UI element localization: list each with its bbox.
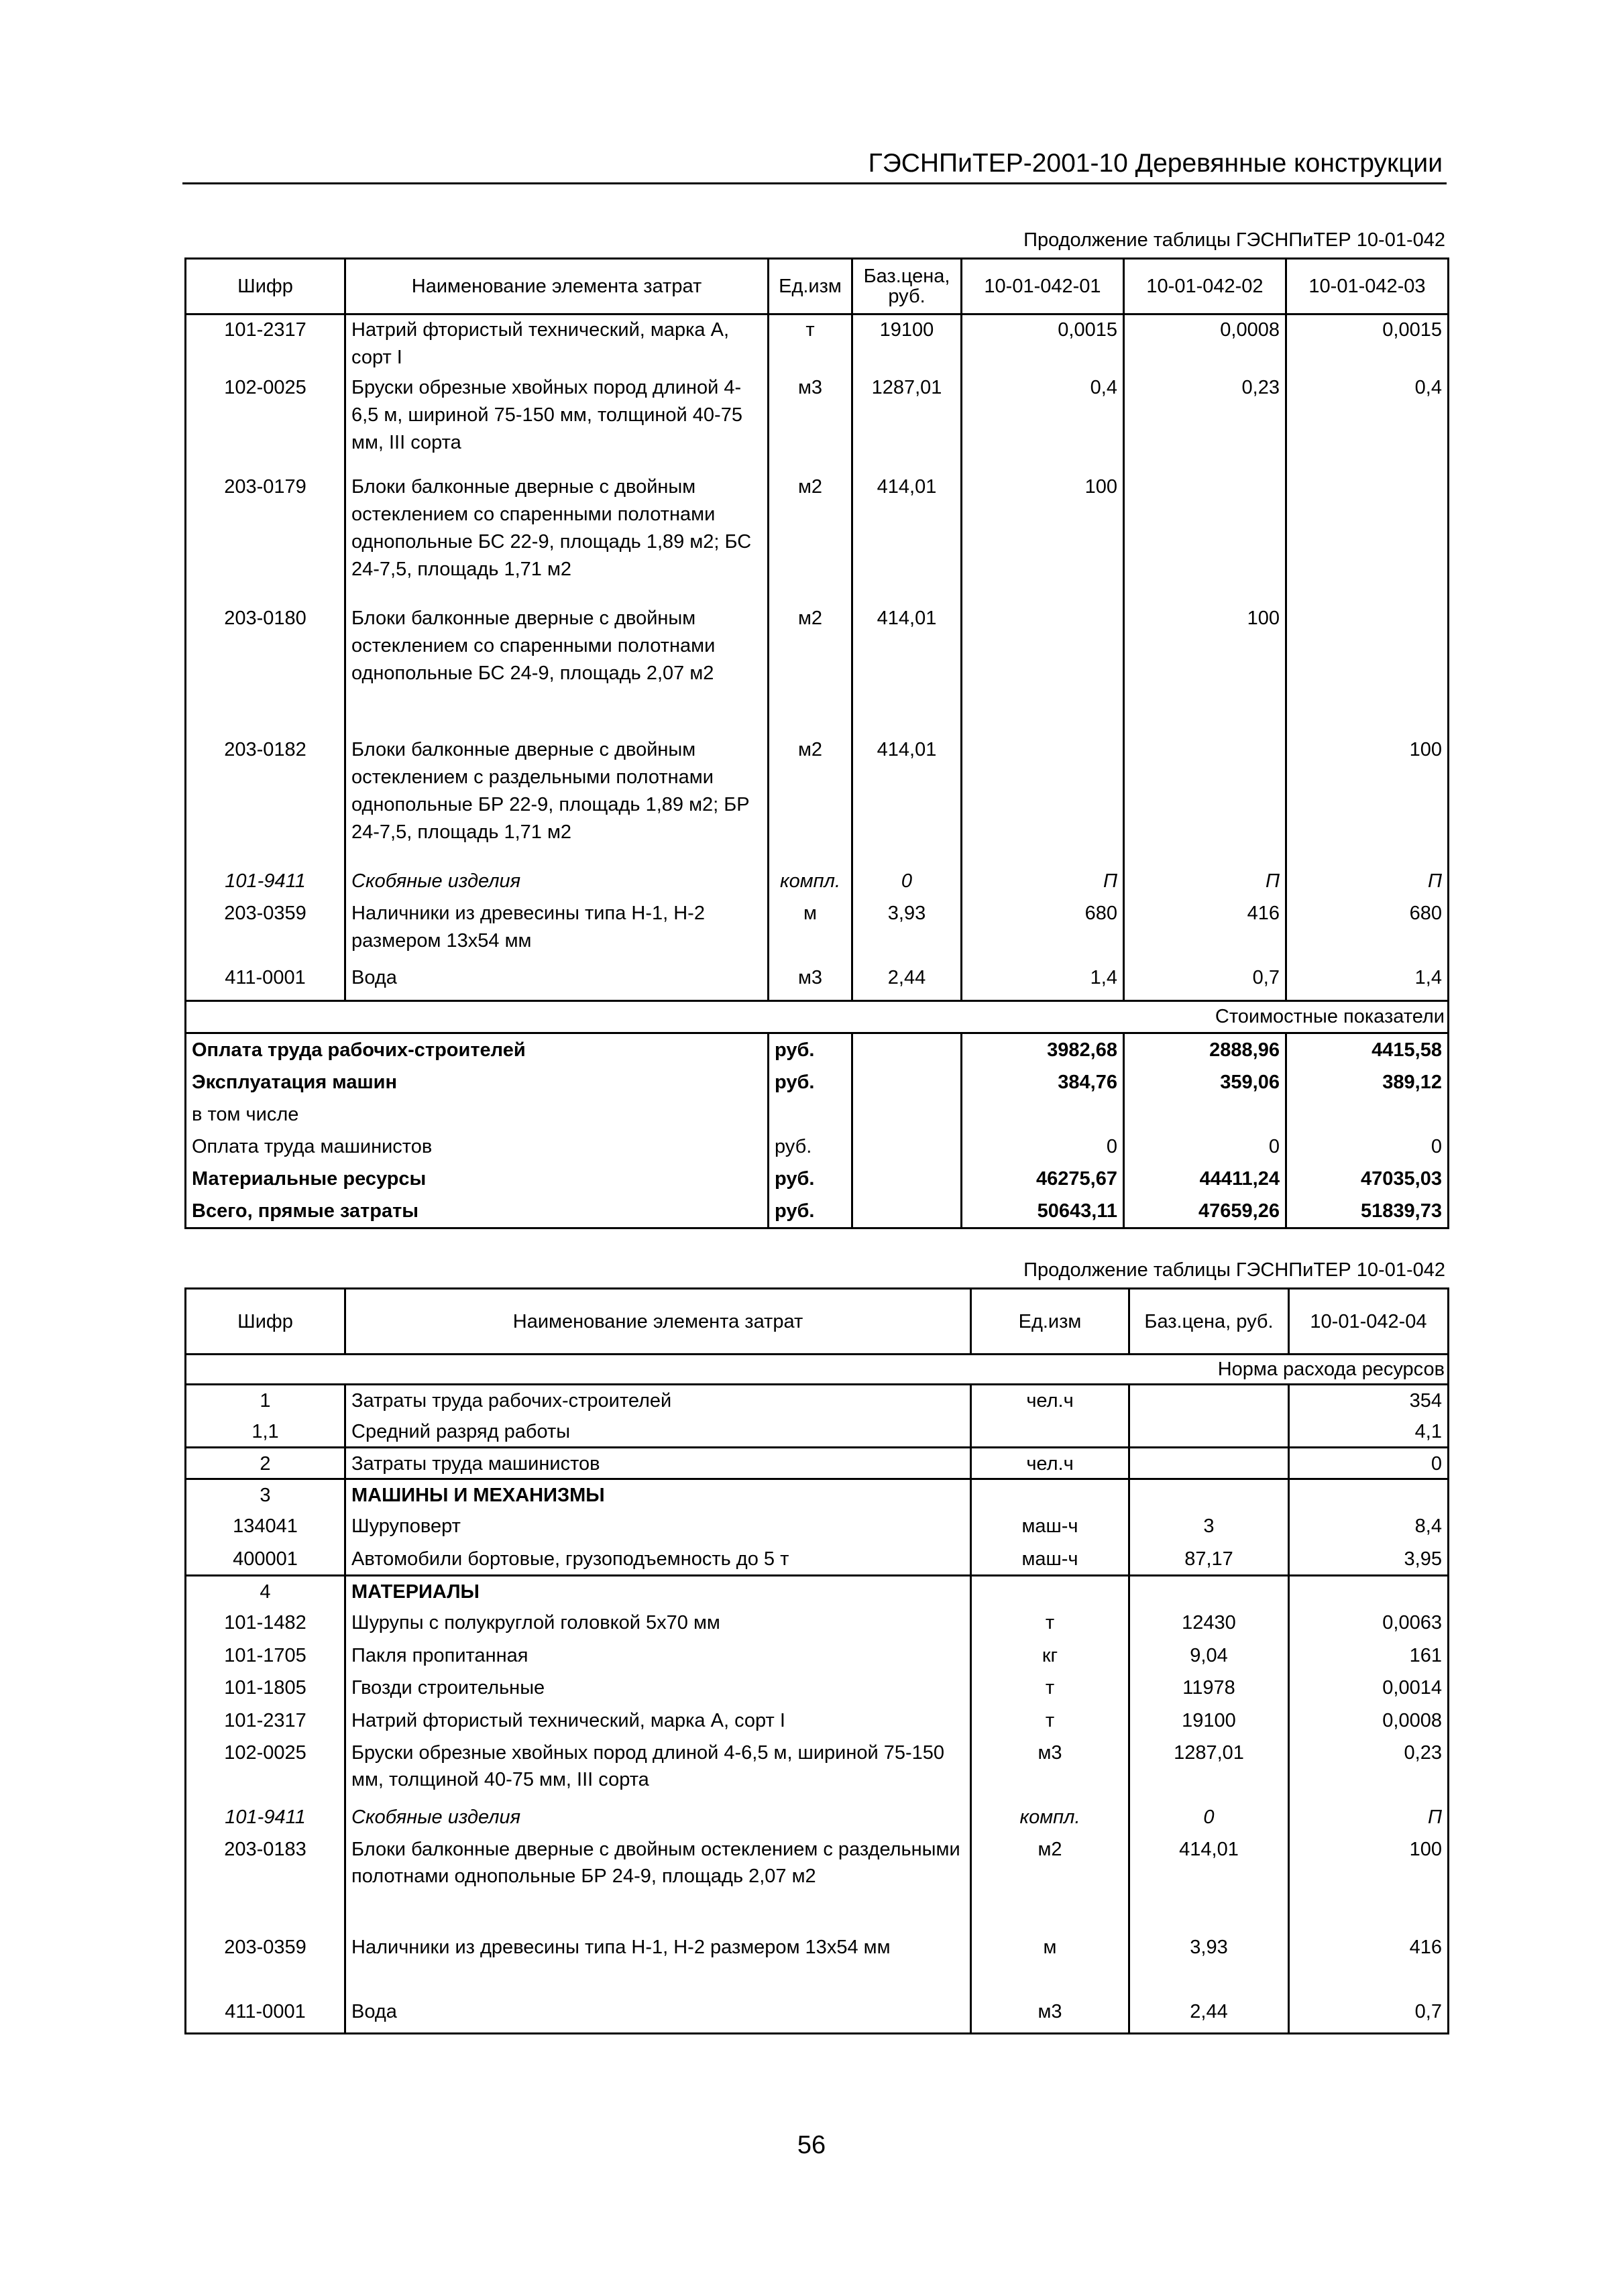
row-value-042-02: П xyxy=(1124,866,1286,899)
row-price: 414,01 xyxy=(852,604,962,735)
row-value-042-04: 0,7 xyxy=(1289,1996,1449,2034)
table-row xyxy=(186,963,1449,1000)
cost-value-042-03: 389,12 xyxy=(1286,1066,1449,1098)
table2-caption: Продолжение таблицы ГЭСНПиТЕР 10-01-042 xyxy=(1023,1259,1445,1281)
row-name: Наличники из древесины типа Н-1, Н-2 размером 13х54 мм xyxy=(345,1932,971,1996)
table-row xyxy=(186,1448,1449,1479)
row-price: 2,44 xyxy=(1129,1996,1289,2034)
cost-row-name: Эксплуатация машин xyxy=(186,1066,769,1098)
cost-row-unit: руб. xyxy=(769,1033,852,1066)
table-row xyxy=(186,1385,1449,1416)
row-code: 1,1 xyxy=(186,1416,345,1448)
row-name: Гвозди строительные xyxy=(345,1672,971,1705)
table-row xyxy=(186,1996,1449,2034)
row-code: 3 xyxy=(186,1479,345,1511)
row-value-042-03: 1,4 xyxy=(1286,963,1449,1000)
cost-row xyxy=(186,1131,1449,1163)
row-price: 3 xyxy=(1129,1511,1289,1544)
cost-row-unit: руб. xyxy=(769,1131,852,1163)
cost-row-price-empty xyxy=(852,1033,962,1066)
cost-value-042-01: 384,76 xyxy=(962,1066,1124,1098)
col-header-unit: Ед.изм xyxy=(769,259,852,314)
row-code: 203-0180 xyxy=(186,604,345,735)
row-price xyxy=(1129,1416,1289,1448)
row-name: Вода xyxy=(345,963,769,1000)
row-value-042-04: 0 xyxy=(1289,1448,1449,1479)
row-code: 134041 xyxy=(186,1511,345,1544)
row-price: 414,01 xyxy=(1129,1834,1289,1932)
row-value-042-04 xyxy=(1289,1479,1449,1511)
row-value-042-04: 8,4 xyxy=(1289,1511,1449,1544)
row-code: 203-0359 xyxy=(186,1932,345,1996)
row-code: 101-2317 xyxy=(186,1705,345,1737)
row-unit: маш-ч xyxy=(971,1544,1129,1576)
row-name: Затраты труда рабочих-строителей xyxy=(345,1385,971,1416)
row-value-042-04: 354 xyxy=(1289,1385,1449,1416)
cost-row xyxy=(186,1066,1449,1098)
row-price xyxy=(1129,1385,1289,1416)
row-code: 101-1705 xyxy=(186,1640,345,1672)
row-value-042-01: 680 xyxy=(962,899,1124,963)
cost-value-042-02: 2888,96 xyxy=(1124,1033,1286,1066)
row-price xyxy=(1129,1479,1289,1511)
cost-value-042-03: 47035,03 xyxy=(1286,1163,1449,1195)
row-unit: м3 xyxy=(971,1996,1129,2034)
row-name: МАТЕРИАЛЫ xyxy=(345,1576,971,1607)
col-header-042-02: 10-01-042-02 xyxy=(1124,259,1286,314)
table-row xyxy=(186,1672,1449,1705)
row-name: Шуруповерт xyxy=(345,1511,971,1544)
row-value-042-03 xyxy=(1286,472,1449,604)
row-price: 0 xyxy=(852,866,962,899)
cost-row xyxy=(186,1098,1449,1131)
row-name: Блоки балконные дверные с двойным остеклением с раздельными полотнами однопольные БР 22-9, площадь 1,89 м2; БР 24-7,5, площадь 1,71 м2 xyxy=(345,735,769,866)
cost-value-042-02: 44411,24 xyxy=(1124,1163,1286,1195)
row-unit: т xyxy=(971,1607,1129,1640)
row-name: Пакля пропитанная xyxy=(345,1640,971,1672)
cost-row-unit xyxy=(769,1098,852,1131)
cost-value-042-01: 46275,67 xyxy=(962,1163,1124,1195)
table-row xyxy=(186,1640,1449,1672)
table-row xyxy=(186,899,1449,963)
row-value-042-02 xyxy=(1124,735,1286,866)
cost-band-row xyxy=(186,1000,1449,1033)
row-name: Скобяные изделия xyxy=(345,866,769,899)
row-name: Шурупы с полукруглой головкой 5х70 мм xyxy=(345,1607,971,1640)
row-unit: компл. xyxy=(971,1802,1129,1834)
cost-value-042-01: 3982,68 xyxy=(962,1033,1124,1066)
table-row xyxy=(186,1511,1449,1544)
row-value-042-02: 100 xyxy=(1124,604,1286,735)
cost-row-name: Всего, прямые затраты xyxy=(186,1195,769,1228)
row-value-042-04 xyxy=(1289,1576,1449,1607)
row-value-042-01: 100 xyxy=(962,472,1124,604)
table-row xyxy=(186,1544,1449,1576)
row-unit: м xyxy=(769,899,852,963)
cost-row-unit: руб. xyxy=(769,1066,852,1098)
running-header-title: ГЭСНПиТЕР-2001-10 Деревянные конструкции xyxy=(868,149,1443,178)
row-unit xyxy=(971,1576,1129,1607)
cost-row-name: в том числе xyxy=(186,1098,769,1131)
table-row xyxy=(186,1802,1449,1834)
table-row xyxy=(186,866,1449,899)
row-code: 101-2317 xyxy=(186,314,345,374)
row-unit: чел.ч xyxy=(971,1385,1129,1416)
table2-header-row xyxy=(186,1289,1449,1355)
row-price: 3,93 xyxy=(852,899,962,963)
col-header-042-03: 10-01-042-03 xyxy=(1286,259,1449,314)
row-value-042-04: 161 xyxy=(1289,1640,1449,1672)
row-price xyxy=(1129,1576,1289,1607)
table-row xyxy=(186,1607,1449,1640)
col-header-price: Баз.цена, руб. xyxy=(852,259,962,314)
cost-value-042-02: 0 xyxy=(1124,1131,1286,1163)
row-value-042-02: 0,7 xyxy=(1124,963,1286,1000)
table-row xyxy=(186,1479,1449,1511)
row-code: 411-0001 xyxy=(186,1996,345,2034)
row-unit: чел.ч xyxy=(971,1448,1129,1479)
row-name: Автомобили бортовые, грузоподъемность до 5 т xyxy=(345,1544,971,1576)
row-value-042-04: 0,0014 xyxy=(1289,1672,1449,1705)
row-price: 87,17 xyxy=(1129,1544,1289,1576)
row-price: 414,01 xyxy=(852,735,962,866)
row-name: Натрий фтористый технический, марка А, сорт I xyxy=(345,314,769,374)
row-name: Вода xyxy=(345,1996,971,2034)
row-unit: кг xyxy=(971,1640,1129,1672)
col-header-name: Наименование элемента затрат xyxy=(345,1289,971,1355)
row-name: Затраты труда машинистов xyxy=(345,1448,971,1479)
row-unit: маш-ч xyxy=(971,1511,1129,1544)
row-unit xyxy=(971,1479,1129,1511)
row-price xyxy=(1129,1448,1289,1479)
col-header-code: Шифр xyxy=(186,259,345,314)
row-value-042-04: 4,1 xyxy=(1289,1416,1449,1448)
col-header-price: Баз.цена, руб. xyxy=(1129,1289,1289,1355)
row-price: 0 xyxy=(1129,1802,1289,1834)
row-price: 2,44 xyxy=(852,963,962,1000)
row-value-042-02: 0,0008 xyxy=(1124,314,1286,374)
row-code: 203-0183 xyxy=(186,1834,345,1932)
row-unit: м2 xyxy=(769,735,852,866)
row-value-042-04: 0,0063 xyxy=(1289,1607,1449,1640)
row-value-042-04: 0,23 xyxy=(1289,1737,1449,1802)
row-unit: м3 xyxy=(769,963,852,1000)
row-value-042-02 xyxy=(1124,472,1286,604)
row-price: 12430 xyxy=(1129,1607,1289,1640)
row-name: МАШИНЫ И МЕХАНИЗМЫ xyxy=(345,1479,971,1511)
row-name: Блоки балконные дверные с двойным остеклением со спаренными полотнами однопольные БС 24-9, площадь 2,07 м2 xyxy=(345,604,769,735)
cost-row-name: Материальные ресурсы xyxy=(186,1163,769,1195)
row-unit: т xyxy=(971,1672,1129,1705)
table-row xyxy=(186,1576,1449,1607)
row-value-042-03: 680 xyxy=(1286,899,1449,963)
row-name: Скобяные изделия xyxy=(345,1802,971,1834)
row-value-042-01 xyxy=(962,735,1124,866)
row-code: 101-9411 xyxy=(186,1802,345,1834)
cost-row-name: Оплата труда машинистов xyxy=(186,1131,769,1163)
cost-value-042-03: 0 xyxy=(1286,1131,1449,1163)
cost-row-price-empty xyxy=(852,1066,962,1098)
row-name: Бруски обрезные хвойных пород длиной 4-6,5 м, шириной 75-150 мм, толщиной 40-75 мм, III сорта xyxy=(345,1737,971,1802)
cost-row-price-empty xyxy=(852,1163,962,1195)
cost-row xyxy=(186,1033,1449,1066)
cost-value-042-02: 47659,26 xyxy=(1124,1195,1286,1228)
cost-value-042-03: 4415,58 xyxy=(1286,1033,1449,1066)
row-value-042-01: 0,4 xyxy=(962,373,1124,472)
row-price: 414,01 xyxy=(852,472,962,604)
resource-table-1 xyxy=(184,257,1449,1229)
table1-caption: Продолжение таблицы ГЭСНПиТЕР 10-01-042 xyxy=(1023,229,1445,251)
cost-value-042-03: 51839,73 xyxy=(1286,1195,1449,1228)
cost-value-042-01: 50643,11 xyxy=(962,1195,1124,1228)
row-unit: м2 xyxy=(769,604,852,735)
table-row xyxy=(186,1416,1449,1448)
table-row xyxy=(186,373,1449,472)
row-price: 1287,01 xyxy=(1129,1737,1289,1802)
cost-row-name: Оплата труда рабочих-строителей xyxy=(186,1033,769,1066)
row-unit: м3 xyxy=(769,373,852,472)
row-value-042-03: 100 xyxy=(1286,735,1449,866)
cost-value-042-01 xyxy=(962,1098,1124,1131)
row-value-042-03: 0,4 xyxy=(1286,373,1449,472)
cost-value-042-02: 359,06 xyxy=(1124,1066,1286,1098)
row-code: 411-0001 xyxy=(186,963,345,1000)
table-row xyxy=(186,1834,1449,1932)
row-name: Средний разряд работы xyxy=(345,1416,971,1448)
table-row xyxy=(186,472,1449,604)
row-value-042-04: 100 xyxy=(1289,1834,1449,1932)
row-name: Блоки балконные дверные с двойным остеклением с раздельными полотнами однопольные БР 24-9, площадь 2,07 м2 xyxy=(345,1834,971,1932)
row-price: 19100 xyxy=(852,314,962,374)
cost-value-042-02 xyxy=(1124,1098,1286,1131)
row-code: 101-1805 xyxy=(186,1672,345,1705)
cost-row-price-empty xyxy=(852,1131,962,1163)
row-unit: т xyxy=(971,1705,1129,1737)
row-code: 101-1482 xyxy=(186,1607,345,1640)
running-header xyxy=(182,139,1447,184)
col-header-code: Шифр xyxy=(186,1289,345,1355)
col-header-unit: Ед.изм xyxy=(971,1289,1129,1355)
row-value-042-03 xyxy=(1286,604,1449,735)
row-value-042-03: П xyxy=(1286,866,1449,899)
row-value-042-01: П xyxy=(962,866,1124,899)
cost-row-unit: руб. xyxy=(769,1163,852,1195)
row-value-042-01: 0,0015 xyxy=(962,314,1124,374)
row-price: 3,93 xyxy=(1129,1932,1289,1996)
row-code: 1 xyxy=(186,1385,345,1416)
row-code: 400001 xyxy=(186,1544,345,1576)
row-price: 19100 xyxy=(1129,1705,1289,1737)
row-value-042-04: 416 xyxy=(1289,1932,1449,1996)
row-value-042-01: 1,4 xyxy=(962,963,1124,1000)
row-code: 203-0359 xyxy=(186,899,345,963)
row-name: Блоки балконные дверные с двойным остеклением со спаренными полотнами однопольные БС 22-9, площадь 1,89 м2; БС 24-7,5, площадь 1,71 м2 xyxy=(345,472,769,604)
norm-band-row xyxy=(186,1355,1449,1385)
cost-row-price-empty xyxy=(852,1195,962,1228)
row-price: 11978 xyxy=(1129,1672,1289,1705)
col-header-name: Наименование элемента затрат xyxy=(345,259,769,314)
row-code: 101-9411 xyxy=(186,866,345,899)
row-value-042-02: 0,23 xyxy=(1124,373,1286,472)
row-unit: компл. xyxy=(769,866,852,899)
table-row xyxy=(186,604,1449,735)
cost-value-042-03 xyxy=(1286,1098,1449,1131)
row-unit: м2 xyxy=(971,1834,1129,1932)
col-header-042-04: 10-01-042-04 xyxy=(1289,1289,1449,1355)
row-code: 2 xyxy=(186,1448,345,1479)
table-row xyxy=(186,1705,1449,1737)
row-code: 4 xyxy=(186,1576,345,1607)
row-unit: м3 xyxy=(971,1737,1129,1802)
cost-row-price-empty xyxy=(852,1098,962,1131)
row-price: 1287,01 xyxy=(852,373,962,472)
col-header-042-01: 10-01-042-01 xyxy=(962,259,1124,314)
cost-value-042-01: 0 xyxy=(962,1131,1124,1163)
row-code: 203-0182 xyxy=(186,735,345,866)
row-code: 102-0025 xyxy=(186,1737,345,1802)
row-name: Бруски обрезные хвойных пород длиной 4-6,5 м, шириной 75-150 мм, толщиной 40-75 мм, III сорта xyxy=(345,373,769,472)
row-value-042-04: 3,95 xyxy=(1289,1544,1449,1576)
page-number: 56 xyxy=(797,2131,826,2159)
table-row xyxy=(186,1932,1449,1996)
cost-band-label: Стоимостные показатели xyxy=(186,1000,1449,1033)
row-value-042-04: П xyxy=(1289,1802,1449,1834)
row-code: 203-0179 xyxy=(186,472,345,604)
table-row xyxy=(186,735,1449,866)
row-value-042-01 xyxy=(962,604,1124,735)
row-value-042-03: 0,0015 xyxy=(1286,314,1449,374)
cost-row xyxy=(186,1195,1449,1228)
row-name: Натрий фтористый технический, марка А, сорт I xyxy=(345,1705,971,1737)
row-unit: м xyxy=(971,1932,1129,1996)
cost-row-unit: руб. xyxy=(769,1195,852,1228)
norm-band-label: Норма расхода ресурсов xyxy=(186,1355,1449,1385)
table1-header-row xyxy=(186,259,1449,314)
resource-table-2 xyxy=(184,1287,1449,2034)
table-row xyxy=(186,314,1449,374)
row-unit xyxy=(971,1416,1129,1448)
row-value-042-04: 0,0008 xyxy=(1289,1705,1449,1737)
row-price: 9,04 xyxy=(1129,1640,1289,1672)
table-row xyxy=(186,1737,1449,1802)
row-code: 102-0025 xyxy=(186,373,345,472)
row-name: Наличники из древесины типа Н-1, Н-2 размером 13х54 мм xyxy=(345,899,769,963)
cost-row xyxy=(186,1163,1449,1195)
row-unit: м2 xyxy=(769,472,852,604)
row-value-042-02: 416 xyxy=(1124,899,1286,963)
row-unit: т xyxy=(769,314,852,374)
